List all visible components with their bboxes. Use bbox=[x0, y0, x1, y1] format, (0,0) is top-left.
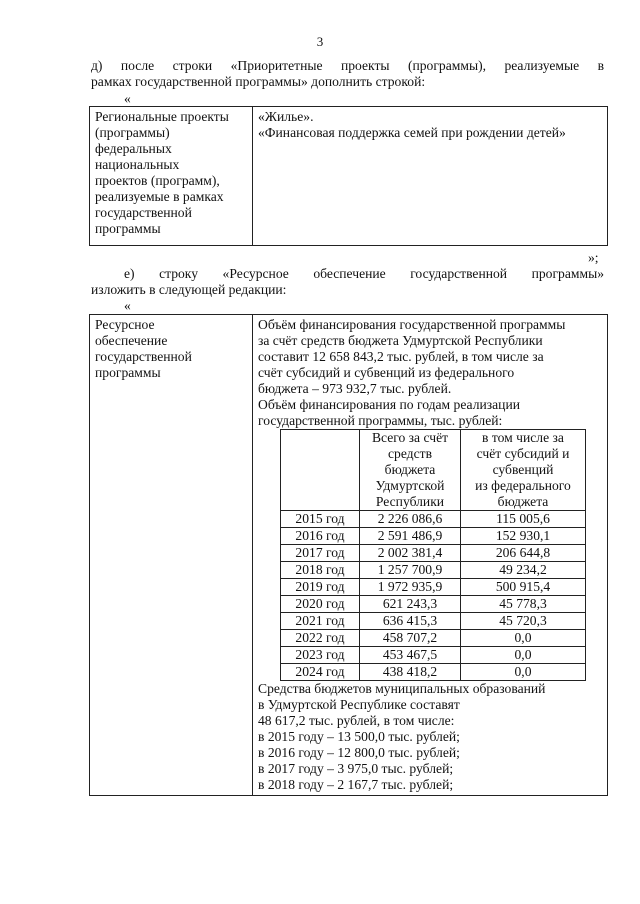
federal-cell: 152 930,1 bbox=[461, 528, 586, 545]
regional-label-line: программы bbox=[95, 221, 161, 236]
resource-label-line: программы bbox=[95, 365, 161, 380]
table-row bbox=[281, 647, 586, 664]
funding-text-line: составит 12 658 843,2 тыс. рублей, в том числе за bbox=[258, 349, 544, 364]
header-line: счёт субсидий и bbox=[476, 446, 570, 461]
header-line: Удмуртской bbox=[375, 478, 445, 493]
header-line: из федерального bbox=[475, 478, 571, 493]
header-line: бюджета bbox=[497, 494, 549, 509]
regional-label-line: национальных bbox=[95, 157, 180, 172]
table-row bbox=[281, 664, 586, 681]
total-cell: 438 418,2 bbox=[360, 664, 461, 681]
funding-text-line: счёт субсидий и субвенций из федерального bbox=[258, 365, 515, 380]
regional-projects-value-cell bbox=[253, 107, 608, 246]
header-line: бюджета bbox=[384, 462, 436, 477]
open-quote-1: « bbox=[124, 91, 131, 106]
regional-label-line: проектов (программ), bbox=[95, 173, 220, 188]
federal-cell: 500 915,4 bbox=[461, 579, 586, 596]
federal-cell: 0,0 bbox=[461, 647, 586, 664]
header-line: Всего за счёт bbox=[371, 430, 449, 445]
funding-text-line: Объём финансирования государственной программы bbox=[258, 317, 566, 332]
page-number: 3 bbox=[316, 34, 324, 49]
table-row bbox=[281, 579, 586, 596]
total-cell: 2 226 086,6 bbox=[360, 511, 461, 528]
municipal-text-line: Средства бюджетов муниципальных образований bbox=[258, 681, 546, 696]
table-row bbox=[281, 528, 586, 545]
item-d-line-1: д) после строки «Приоритетные проекты (программы), реализуемые в bbox=[91, 58, 604, 73]
resource-label-line: Ресурсное bbox=[95, 317, 155, 332]
regional-label-line: Региональные проекты bbox=[95, 109, 229, 124]
municipal-text-line: в 2017 году – 3 975,0 тыс. рублей; bbox=[258, 761, 454, 776]
municipal-text-line: в 2015 году – 13 500,0 тыс. рублей; bbox=[258, 729, 460, 744]
municipal-text-line: в 2018 году – 2 167,7 тыс. рублей; bbox=[258, 777, 454, 792]
federal-cell: 0,0 bbox=[461, 630, 586, 647]
year-column-header bbox=[281, 430, 360, 511]
project-name: «Жилье». bbox=[258, 109, 314, 124]
municipal-text-line: в 2016 году – 12 800,0 тыс. рублей; bbox=[258, 745, 460, 760]
federal-cell: 45 778,3 bbox=[461, 596, 586, 613]
table-row bbox=[281, 511, 586, 528]
funding-by-year-table bbox=[280, 429, 586, 681]
year-cell: 2015 год bbox=[281, 511, 360, 528]
regional-projects-label-cell bbox=[90, 107, 253, 246]
table-row bbox=[281, 613, 586, 630]
year-cell: 2022 год bbox=[281, 630, 360, 647]
item-e-line-2: изложить в следующей редакции: bbox=[91, 282, 287, 297]
year-cell: 2017 год bbox=[281, 545, 360, 562]
header-line: в том числе за bbox=[482, 430, 564, 445]
funding-text-line: бюджета – 973 932,7 тыс. рублей. bbox=[258, 381, 452, 396]
federal-cell: 206 644,8 bbox=[461, 545, 586, 562]
regional-label-line: реализуемые в рамках bbox=[95, 189, 224, 204]
total-cell: 1 257 700,9 bbox=[360, 562, 461, 579]
total-cell: 458 707,2 bbox=[360, 630, 461, 647]
total-cell: 621 243,3 bbox=[360, 596, 461, 613]
funding-text-line: Объём финансирования по годам реализации bbox=[258, 397, 520, 412]
table-regional-projects bbox=[89, 106, 608, 246]
resource-label-line: обеспечение bbox=[95, 333, 168, 348]
resource-label-line: государственной bbox=[95, 349, 192, 364]
regional-label-line: государственной bbox=[95, 205, 192, 220]
regional-label-line: федеральных bbox=[95, 141, 172, 156]
federal-cell: 45 720,3 bbox=[461, 613, 586, 630]
total-cell: 2 591 486,9 bbox=[360, 528, 461, 545]
header-line: субвенций bbox=[492, 462, 554, 477]
table-row bbox=[281, 545, 586, 562]
resource-value-cell bbox=[253, 315, 608, 796]
header-line: Республики bbox=[375, 494, 445, 509]
federal-cell: 0,0 bbox=[461, 664, 586, 681]
project-name: «Финансовая поддержка семей при рождении детей» bbox=[258, 125, 566, 140]
table-row bbox=[281, 596, 586, 613]
year-cell: 2021 год bbox=[281, 613, 360, 630]
federal-cell: 115 005,6 bbox=[461, 511, 586, 528]
funding-text-line: за счёт средств бюджета Удмуртской Республики bbox=[258, 333, 543, 348]
year-cell: 2018 год bbox=[281, 562, 360, 579]
table-row bbox=[281, 562, 586, 579]
year-cell: 2020 год bbox=[281, 596, 360, 613]
total-cell: 453 467,5 bbox=[360, 647, 461, 664]
regional-label-line: (программы) bbox=[95, 125, 170, 140]
item-e-line-1: е) строку «Ресурсное обеспечение государственной программы» bbox=[124, 266, 604, 281]
table-resource-provision bbox=[89, 314, 608, 796]
header-line: средств bbox=[388, 446, 432, 461]
total-budget-column-header bbox=[360, 430, 461, 511]
municipal-text-line: в Удмуртской Республике составят bbox=[258, 697, 460, 712]
municipal-text-line: 48 617,2 тыс. рублей, в том числе: bbox=[258, 713, 455, 728]
total-cell: 1 972 935,9 bbox=[360, 579, 461, 596]
federal-subsidies-column-header bbox=[461, 430, 586, 511]
year-cell: 2016 год bbox=[281, 528, 360, 545]
table-row bbox=[281, 630, 586, 647]
year-cell: 2023 год bbox=[281, 647, 360, 664]
total-cell: 636 415,3 bbox=[360, 613, 461, 630]
federal-cell: 49 234,2 bbox=[461, 562, 586, 579]
resource-label-cell bbox=[90, 315, 253, 796]
funding-text-line: государственной программы, тыс. рублей: bbox=[258, 413, 503, 428]
item-d-line-2: рамках государственной программы» дополнить строкой: bbox=[91, 74, 426, 89]
total-cell: 2 002 381,4 bbox=[360, 545, 461, 562]
close-quote-1: »; bbox=[588, 250, 599, 265]
year-cell: 2024 год bbox=[281, 664, 360, 681]
year-cell: 2019 год bbox=[281, 579, 360, 596]
open-quote-2: « bbox=[124, 298, 131, 313]
